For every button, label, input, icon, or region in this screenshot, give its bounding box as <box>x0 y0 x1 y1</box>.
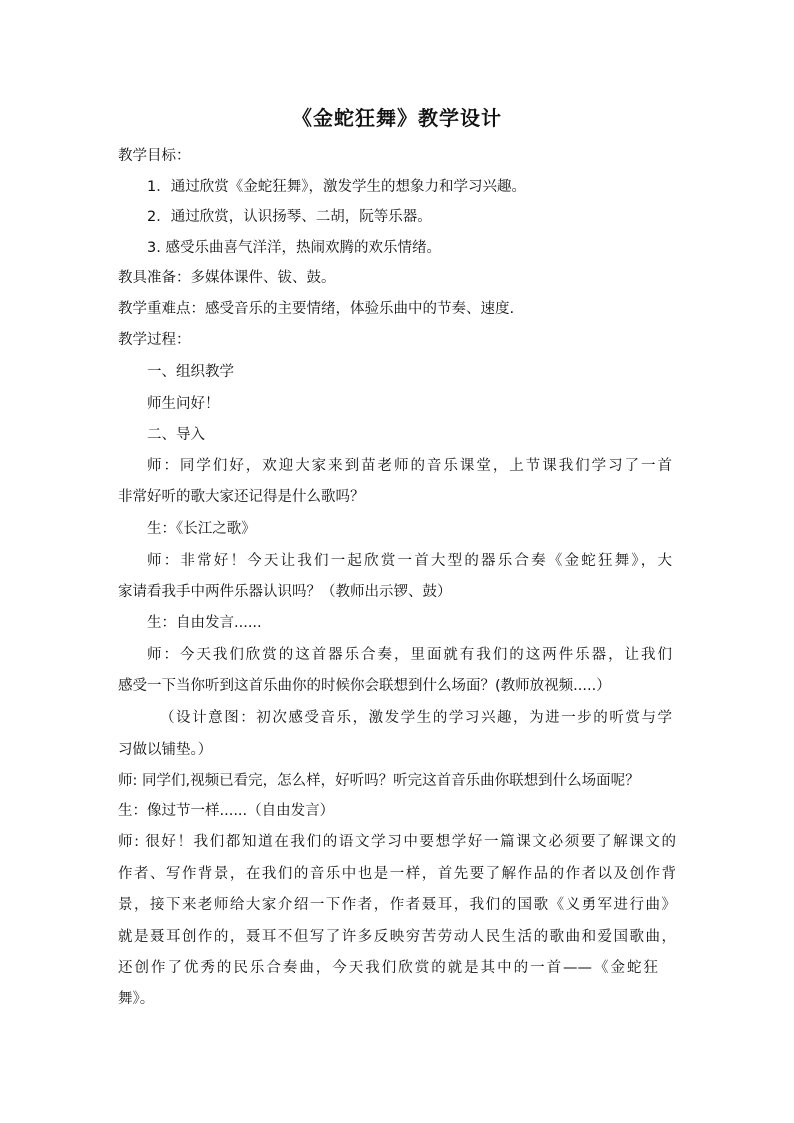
design-intent-line: （设计意图：初次感受音乐，激发学生的学习兴趣，为进一步的听赏与学 <box>160 710 672 726</box>
teaching-goals-heading: 教学目标： <box>118 148 191 164</box>
section-heading-organize: 一、组织教学 <box>147 364 234 380</box>
paragraph-line: 舞》。 <box>118 991 155 1007</box>
paragraph-line: 感受一下当你听到这首乐曲你的时候你会联想到什么场面？(教师放视频.....） <box>118 678 611 694</box>
teaching-aids-line: 教具准备：多媒体课件、钹、鼓。 <box>118 270 336 286</box>
paragraph-line: 就是聂耳创作的，聂耳不但写了许多反映穷苦劳动人民生活的歌曲和爱国歌曲， <box>118 929 676 945</box>
goal-item-1: 1．通过欣赏《金蛇狂舞》，激发学生的想象力和学习兴趣。 <box>147 179 526 195</box>
teaching-process-heading: 教学过程： <box>118 332 191 348</box>
paragraph-line: 还创作了优秀的民乐合奏曲，今天我们欣赏的就是其中的一首——《金蛇狂 <box>118 960 658 976</box>
key-points-line: 教学重难点：感受音乐的主要情绪，体验乐曲中的节奏、速度. <box>118 301 515 317</box>
goal-item-2: 2．通过欣赏，认识扬琴、二胡，阮等乐器。 <box>147 209 432 225</box>
paragraph-line: 师：非常好！今天让我们一起欣赏一首大型的器乐合奏《金蛇狂舞》，大 <box>147 553 672 569</box>
greeting-line: 师生问好！ <box>147 396 220 412</box>
paragraph-line: 家请看我手中两件乐器认识吗？（教师出示锣、鼓） <box>118 584 452 600</box>
goal-item-3: 3. 感受乐曲喜气洋洋，热闹欢腾的欢乐情绪。 <box>147 240 441 256</box>
paragraph-line: 景，接下来老师给大家介绍一下作者，作者聂耳，我们的国歌《义勇军进行曲》 <box>118 897 676 913</box>
section-heading-intro: 二、导入 <box>147 427 205 443</box>
paragraph-line: 师：今天我们欣赏的这首器乐合奏，里面就有我们的这两件乐器，让我们 <box>147 647 672 663</box>
design-intent-line: 习做以铺垫。） <box>118 742 213 758</box>
student-answer-line: 生：像过节一样......（自由发言） <box>118 803 335 819</box>
paragraph-line: 师: 很好！我们都知道在我们的语文学习中要想学好一篇课文必须要了解课文的 <box>118 834 676 850</box>
paragraph-line: 非常好听的歌大家还记得是什么歌吗？ <box>118 489 365 505</box>
document-title: 《金蛇狂舞》教学设计 <box>292 106 502 130</box>
paragraph-line: 师: 同学们,视频已看完，怎么样，好听吗？听完这首音乐曲你联想到什么场面呢？ <box>118 773 640 789</box>
student-answer-line: 生：自由发言...... <box>147 615 262 631</box>
paragraph-line: 作者、写作背景，在我们的音乐中也是一样，首先要了解作品的作者以及创作背 <box>118 866 676 882</box>
student-answer-line: 生：《长江之歌》 <box>147 521 256 537</box>
paragraph-line: 师：同学们好，欢迎大家来到苗老师的音乐课堂，上节课我们学习了一首 <box>147 458 672 474</box>
